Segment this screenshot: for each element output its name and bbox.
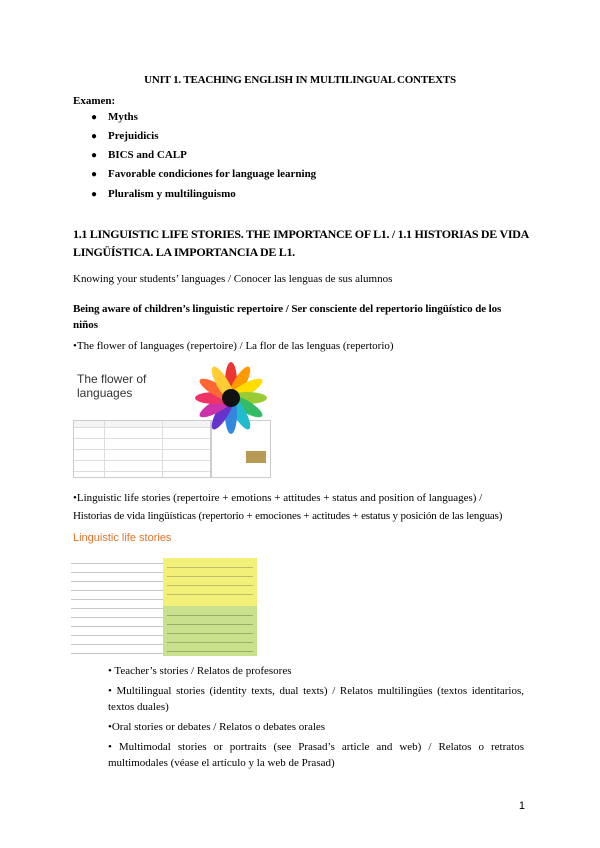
- exam-item: BICS and CALP: [108, 149, 187, 161]
- bullet-icon: ●: [91, 131, 98, 142]
- bullet-icon: ●: [91, 150, 98, 161]
- knowing-text: Knowing your students’ languages / Conocer las lenguas de sus alumnos: [73, 273, 393, 285]
- yellow-note: [163, 558, 257, 606]
- green-note: [163, 606, 257, 656]
- bullet-icon: ●: [91, 169, 98, 180]
- life-stories-bullet: [73, 491, 543, 524]
- exam-item: Favorable condiciones for language learning: [108, 168, 317, 180]
- life-stories-image-title: Linguistic life stories: [73, 532, 172, 544]
- section-heading-line: 1.1 LINGUISTIC LIFE STORIES. THE IMPORTANCE OF L1. / 1.1 HISTORIAS DE VIDA: [73, 227, 529, 241]
- sub-item: • Multilingual stories (identity texts, dual texts) / Relatos multilingües (textos identitarios, textos duales): [108, 685, 524, 713]
- sub-item: • Teacher’s stories / Relatos de profesores: [108, 665, 292, 677]
- aware-line: Being aware of children’s linguistic repertoire / Ser consciente del repertorio lingüístico de los: [73, 303, 502, 315]
- exam-item: Pluralism y multilinguismo: [108, 188, 236, 200]
- aware-line: niños: [73, 319, 99, 331]
- exam-label: Examen:: [73, 95, 116, 107]
- flower-image: [63, 358, 273, 478]
- document-title: UNIT 1. TEACHING ENGLISH IN MULTILINGUAL CONTEXTS: [144, 74, 456, 86]
- life-line: Historias de vida lingüísticas (repertorio + emociones + actitudes + estatus y posición de las lenguas): [73, 510, 503, 522]
- flower-image-title: The flower of languages: [77, 372, 147, 400]
- sub-item: • Multimodal stories or portraits (see Prasad’s article and web) / Relatos o retratos multimodales (véase el artículo y la web de Prasad): [108, 741, 524, 769]
- exam-item: Myths: [108, 111, 138, 123]
- flower-bullet: •The flower of languages (repertoire) / La flor de las lenguas (repertorio): [73, 340, 394, 352]
- language-flower-icon: [191, 360, 271, 436]
- life-stories-image: [67, 528, 257, 656]
- section-heading-line: LINGÜÍSTICA. LA IMPORTANCIA DE L1.: [73, 245, 295, 259]
- bullet-icon: ●: [91, 189, 98, 200]
- exam-item: Prejuidicis: [108, 130, 159, 142]
- bullet-icon: ●: [91, 112, 98, 123]
- sub-item: •Oral stories or debates / Relatos o debates orales: [108, 721, 326, 733]
- section-heading: [73, 226, 533, 260]
- life-line: •Linguistic life stories (repertoire + emotions + attitudes + status and position of languages) /: [73, 492, 483, 504]
- aware-heading: [73, 302, 533, 333]
- page-number: 1: [518, 800, 525, 812]
- handwritten-page: [71, 558, 163, 654]
